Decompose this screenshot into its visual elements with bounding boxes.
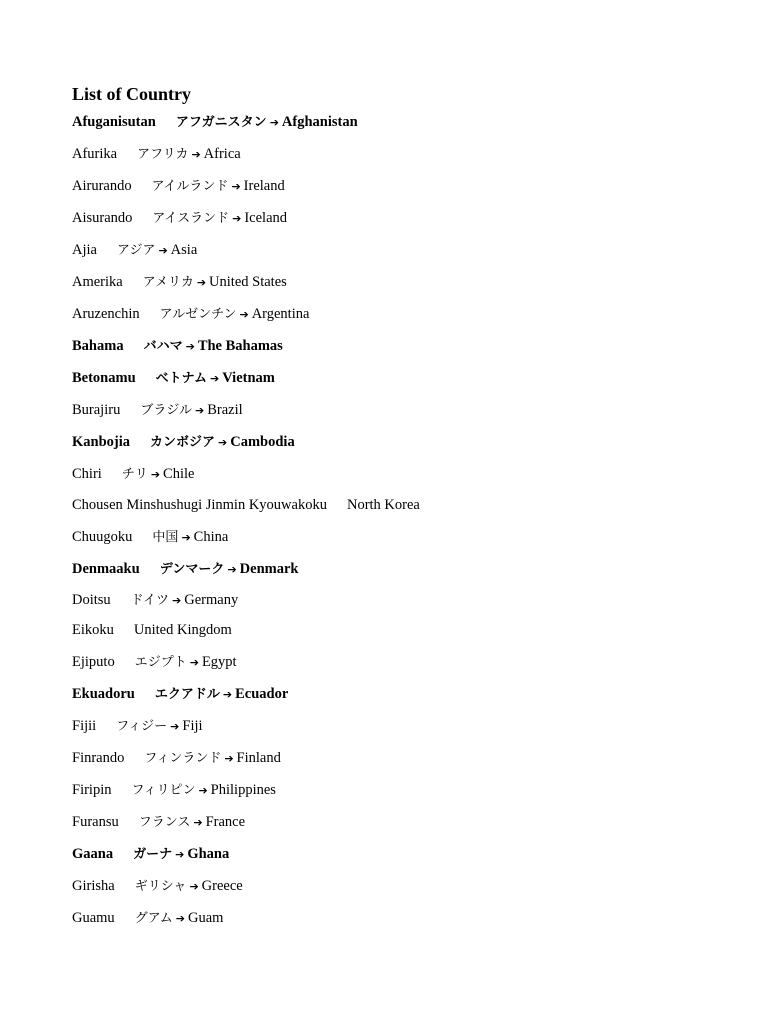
english-name: Ecuador (235, 685, 289, 702)
arrow-right-icon: ➔ (185, 340, 195, 353)
list-item (72, 490, 712, 521)
romaji-name: Ekuadoru (72, 685, 135, 702)
romaji-name: Chousen Minshushugi Jinmin Kyouwakoku (72, 497, 327, 513)
arrow-right-icon: ➔ (189, 655, 199, 669)
romaji-name: Afurika (72, 146, 118, 162)
katakana-name: アイスランド (152, 211, 230, 226)
arrow-right-icon: ➔ (196, 276, 207, 289)
list-item (72, 426, 712, 458)
english-name: Asia (170, 242, 198, 258)
katakana-name: グアム (134, 910, 173, 926)
english-name: Greece (201, 877, 243, 894)
katakana-name: 中国 (152, 529, 179, 545)
list-item (72, 202, 712, 234)
english-name: Vietnam (222, 370, 275, 386)
romaji-name: Amerika (72, 274, 123, 290)
english-name: Germany (184, 591, 239, 608)
english-name: Egypt (201, 653, 237, 670)
arrow-right-icon: ➔ (222, 687, 233, 701)
arrow-right-icon: ➔ (232, 212, 242, 225)
list-item (72, 106, 712, 138)
list-item (72, 298, 712, 330)
page-title: List of Country (72, 84, 192, 104)
katakana-name: アフガニスタン (175, 115, 267, 130)
arrow-right-icon: ➔ (231, 180, 241, 193)
arrow-right-icon: ➔ (210, 372, 220, 385)
list-item (72, 838, 712, 870)
english-name: Denmark (239, 560, 299, 577)
english-name: Ireland (243, 178, 285, 194)
list-item (72, 330, 712, 362)
arrow-right-icon: ➔ (198, 783, 208, 797)
katakana-name: アメリカ (142, 275, 194, 290)
english-name: Brazil (207, 402, 243, 418)
katakana-name: フィンランド (144, 750, 222, 766)
katakana-name: ドイツ (130, 592, 170, 608)
list-item (72, 678, 712, 710)
english-name: Argentina (251, 306, 310, 322)
list-item (72, 585, 712, 616)
katakana-name: フィジー (116, 718, 168, 734)
list-item (72, 521, 712, 553)
list-item (72, 870, 712, 902)
arrow-right-icon: ➔ (191, 148, 201, 161)
romaji-name: Furansu (72, 813, 119, 830)
katakana-name: アフリカ (137, 147, 189, 162)
romaji-name: Eikoku (72, 622, 114, 638)
romaji-name: Finrando (72, 749, 125, 766)
arrow-right-icon: ➔ (218, 436, 228, 449)
country-list (72, 106, 712, 934)
romaji-name: Bahama (72, 338, 124, 354)
arrow-right-icon: ➔ (181, 530, 191, 544)
romaji-name: Afuganisutan (72, 114, 156, 130)
katakana-name: アイルランド (151, 179, 229, 194)
document-page (72, 82, 712, 934)
romaji-name: Burajiru (72, 402, 121, 418)
english-name: Chile (163, 466, 195, 482)
arrow-right-icon: ➔ (195, 404, 205, 417)
romaji-name: Betonamu (72, 370, 136, 386)
romaji-name: Girisha (72, 877, 115, 894)
list-item (72, 742, 712, 774)
list-item (72, 774, 712, 806)
katakana-name: フィリピン (131, 782, 196, 798)
list-item (72, 615, 712, 646)
katakana-name: バハマ (143, 339, 183, 354)
list-item (72, 234, 712, 266)
katakana-name: エクアドル (154, 686, 220, 702)
english-name: China (193, 528, 229, 545)
romaji-name: Ejiputo (72, 653, 115, 670)
list-item (72, 710, 712, 742)
arrow-right-icon: ➔ (150, 468, 161, 481)
english-name: United States (209, 274, 287, 290)
katakana-name: ギリシャ (134, 878, 187, 894)
list-item (72, 170, 712, 202)
katakana-name: ベトナム (155, 371, 208, 386)
romaji-name: Ajia (72, 242, 97, 258)
list-item (72, 458, 712, 490)
katakana-name: アルゼンチン (159, 307, 237, 322)
english-name: France (205, 813, 246, 830)
romaji-name: Chuugoku (72, 528, 133, 545)
romaji-name: Fijii (72, 717, 97, 734)
list-item (72, 806, 712, 838)
romaji-name: Aisurando (72, 210, 133, 226)
arrow-right-icon: ➔ (224, 751, 234, 765)
list-item (72, 902, 712, 934)
english-name: Cambodia (230, 434, 295, 450)
katakana-name: フランス (138, 814, 191, 830)
arrow-right-icon: ➔ (175, 911, 185, 925)
arrow-right-icon: ➔ (193, 815, 203, 829)
katakana-name: カンボジア (150, 435, 216, 450)
romaji-name: Gaana (72, 845, 114, 862)
english-name: Philippines (210, 781, 276, 798)
list-item (72, 553, 712, 585)
english-name: Finland (236, 749, 281, 766)
katakana-name: ブラジル (140, 403, 193, 418)
romaji-name: Doitsu (72, 591, 111, 608)
list-item (72, 646, 712, 678)
romaji-name: Chiri (72, 466, 102, 482)
english-name: Fiji (182, 717, 203, 734)
arrow-right-icon: ➔ (239, 308, 249, 321)
arrow-right-icon: ➔ (189, 879, 199, 893)
english-name: Ghana (187, 845, 230, 862)
english-name: The Bahamas (197, 338, 283, 354)
katakana-name: United Kingdom (133, 622, 232, 638)
arrow-right-icon: ➔ (227, 562, 237, 576)
arrow-right-icon: ➔ (175, 847, 185, 861)
romaji-name: Firipin (72, 781, 112, 798)
arrow-right-icon: ➔ (269, 116, 279, 129)
arrow-right-icon: ➔ (158, 244, 168, 257)
katakana-name: エジプト (134, 654, 187, 670)
arrow-right-icon: ➔ (170, 719, 180, 733)
english-name: Afghanistan (281, 114, 358, 130)
arrow-right-icon: ➔ (172, 593, 182, 607)
list-item (72, 362, 712, 394)
english-name: Iceland (244, 210, 288, 226)
list-item (72, 138, 712, 170)
list-item (72, 266, 712, 298)
romaji-name: Guamu (72, 909, 115, 926)
list-item (72, 394, 712, 426)
katakana-name: デンマーク (159, 561, 225, 577)
romaji-name: Denmaaku (72, 560, 140, 577)
english-name: Africa (203, 146, 241, 162)
romaji-name: Aruzenchin (72, 306, 140, 322)
katakana-name: チリ (121, 467, 148, 482)
katakana-name: North Korea (346, 497, 420, 513)
romaji-name: Airurando (72, 178, 132, 194)
katakana-name: アジア (116, 243, 156, 258)
english-name: Guam (188, 909, 224, 926)
katakana-name: ガーナ (133, 846, 173, 862)
romaji-name: Kanbojia (72, 434, 131, 450)
